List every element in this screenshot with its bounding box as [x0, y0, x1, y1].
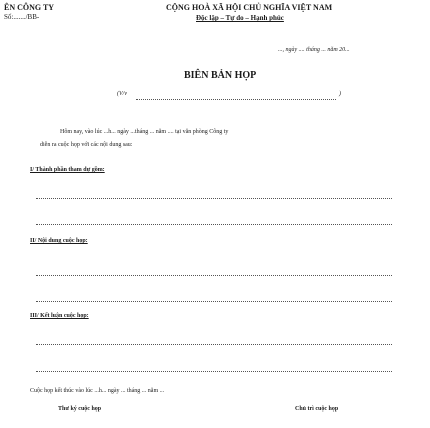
company-name: ÊN CÔNG TY [4, 3, 55, 12]
section-label: I/ Thành phần tham dự gồm: [30, 167, 105, 173]
subject-open: (V/v [117, 91, 127, 97]
section-content-heading [30, 238, 88, 244]
section-conclusion-heading [30, 313, 89, 319]
section-participants-heading [30, 167, 105, 173]
section-label: III/ Kết luận cuộc họp: [30, 313, 89, 319]
subject-fill-line [136, 99, 336, 100]
content-line-1 [36, 275, 392, 276]
participants-line-1 [36, 198, 392, 199]
conclusion-line-1 [36, 344, 392, 345]
content-line-2 [36, 301, 392, 302]
intro-line-2: diễn ra cuộc họp với các nội dung sau: [40, 142, 133, 148]
secretary-signature-label: Thư ký cuộc họp [58, 406, 102, 412]
participants-line-2 [36, 224, 392, 225]
national-motto: Độc lập – Tự do – Hạnh phúc [196, 14, 284, 22]
closing-line: Cuộc họp kết thúc vào lúc ...h... ngày ... tháng ... năm ... [30, 388, 165, 394]
intro-line-1: Hôm nay, vào lúc ...h... ngày ...tháng ... năm .... tại văn phòng Công ty [60, 129, 229, 135]
national-title: CỘNG HOÀ XÃ HỘI CHỦ NGHĨA VIỆT NAM [166, 3, 333, 12]
document-number: Số:......./BB- [4, 13, 40, 21]
chair-signature-label: Chủ trì cuộc họp [295, 406, 339, 412]
document-title: BIÊN BẢN HỌP [184, 70, 257, 81]
date-line: ..., ngày .... tháng ... năm 20... [278, 47, 350, 53]
subject-close: ) [339, 91, 341, 97]
conclusion-line-2 [36, 371, 392, 372]
section-label: II/ Nội dung cuộc họp: [30, 238, 88, 244]
